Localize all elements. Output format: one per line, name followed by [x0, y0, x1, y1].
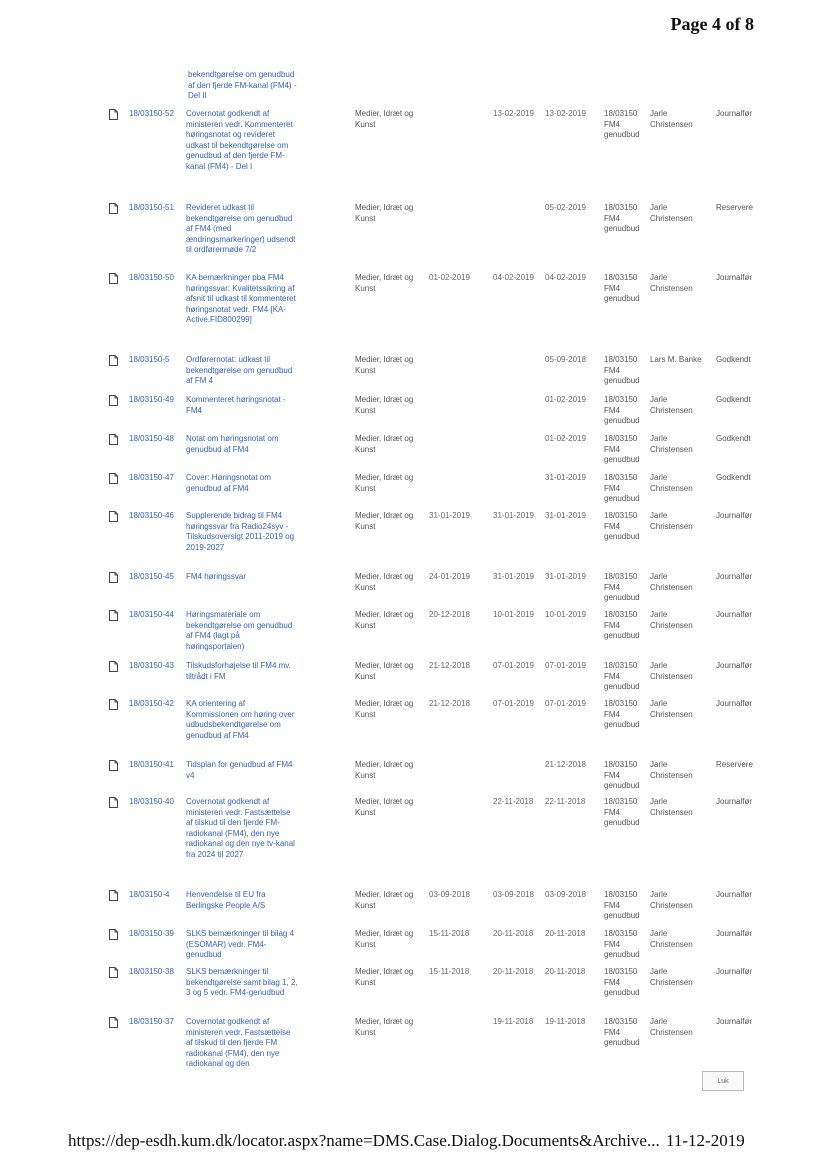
responsible-person: Jarle Christensen [650, 967, 693, 987]
document-number[interactable]: 18/03150-50 [129, 273, 174, 282]
unit-label: Medier, Idræt og Kunst [355, 434, 414, 454]
status-label: Journalfør [716, 572, 753, 581]
document-title-link[interactable]: Notat om høringsnotat om genudbud af FM4 [186, 434, 279, 454]
date-journalized: 31-01-2019 [493, 511, 534, 520]
document-title-link[interactable]: FM4 høringssvar [186, 572, 247, 581]
document-number[interactable]: 18/03150-43 [129, 661, 174, 670]
document-icon[interactable] [109, 572, 118, 583]
document-icon[interactable] [109, 760, 118, 771]
document-title-link[interactable]: Tidsplan for genudbud af FM4 v4 [186, 760, 293, 780]
document-icon[interactable] [109, 273, 118, 284]
date-journalized: 20-11-2018 [493, 967, 534, 976]
document-title-link[interactable]: SLKS bemærkninger til bilag 4 (ESOMAR) vedr. FM4-genudbud [186, 929, 295, 959]
case-reference: 18/03150 FM4 genudbud [604, 797, 640, 827]
unit-label: Medier, Idræt og Kunst [355, 760, 414, 780]
footer-url: https://dep-esdh.kum.dk/locator.aspx?name=DMS.Case.Dialog.Documents&Archive... [68, 1131, 660, 1150]
document-icon[interactable] [109, 929, 118, 940]
responsible-person: Jarle Christensen [650, 203, 693, 223]
unit-label: Medier, Idræt og Kunst [355, 699, 414, 719]
status-label: Journalfør [716, 511, 753, 520]
date-received: 15-11-2018 [429, 967, 470, 976]
date-journalized: 31-01-2019 [493, 572, 534, 581]
unit-label: Medier, Idræt og Kunst [355, 355, 414, 375]
document-icon[interactable] [109, 355, 118, 366]
unit-label: Medier, Idræt og Kunst [355, 572, 414, 592]
unit-label: Medier, Idræt og Kunst [355, 890, 414, 910]
case-reference: 18/03150 FM4 genudbud [604, 967, 640, 997]
document-number[interactable]: 18/03150-45 [129, 572, 174, 581]
document-title-link[interactable]: Covernotat godkendt af ministeren vedr. Kommenteret høringsnotat og revideret udkast til bekendtgørelse om genudbud af den fjerde FM-kanal (FM4) - Del I [186, 109, 293, 171]
date-modified: 31-01-2019 [545, 511, 586, 520]
document-number[interactable]: 18/03150-52 [129, 109, 174, 118]
status-label: Journalfør [716, 273, 753, 282]
document-number[interactable]: 18/03150-40 [129, 797, 174, 806]
status-label: Godkendt [716, 355, 751, 364]
unit-label: Medier, Idræt og Kunst [355, 109, 414, 129]
responsible-person: Lars M. Banke [650, 355, 702, 364]
status-label: Journalfør [716, 109, 753, 118]
document-title-link[interactable]: Ordførernotat: udkast til bekendtgørelse om genudbud af FM 4 [186, 355, 293, 385]
responsible-person: Jarle Christensen [650, 434, 693, 454]
document-number[interactable]: 18/03150-47 [129, 473, 174, 482]
date-modified: 20-11-2018 [545, 929, 586, 938]
date-received: 15-11-2018 [429, 929, 470, 938]
document-number[interactable]: 18/03150-46 [129, 511, 174, 520]
case-reference: 18/03150 FM4 genudbud [604, 203, 640, 233]
case-reference: 18/03150 FM4 genudbud [604, 699, 640, 729]
case-reference: 18/03150 FM4 genudbud [604, 610, 640, 640]
document-icon[interactable] [109, 434, 118, 445]
unit-label: Medier, Idræt og Kunst [355, 511, 414, 531]
document-title-link[interactable]: Covernotat godkendt af ministeren vedr. Fastsættelse af tilskud til den fjerde FM-radiokanal (FM4), den nye radiokanal og den nye tv-kanal fra 2024 til 2027 [186, 797, 295, 859]
responsible-person: Jarle Christensen [650, 273, 693, 293]
date-journalized: 22-11-2018 [493, 797, 534, 806]
case-reference: 18/03150 FM4 genudbud [604, 273, 640, 303]
date-journalized: 07-01-2019 [493, 699, 534, 708]
date-journalized: 04-02-2019 [493, 273, 534, 282]
unit-label: Medier, Idræt og Kunst [355, 395, 414, 415]
unit-label: Medier, Idræt og Kunst [355, 473, 414, 493]
case-reference: 18/03150 FM4 genudbud [604, 473, 640, 503]
date-received: 21-12-2018 [429, 661, 470, 670]
date-modified: 07-01-2019 [545, 661, 586, 670]
document-number[interactable]: 18/03150-4 [129, 890, 170, 899]
document-icon[interactable] [109, 661, 118, 672]
document-number[interactable]: 18/03150-39 [129, 929, 174, 938]
document-number[interactable]: 18/03150-42 [129, 699, 174, 708]
date-modified: 03-09-2018 [545, 890, 586, 899]
date-journalized: 07-01-2019 [493, 661, 534, 670]
date-modified: 10-01-2019 [545, 610, 586, 619]
document-icon[interactable] [109, 610, 118, 621]
date-modified: 21-12-2018 [545, 760, 586, 769]
date-modified: 07-01-2019 [545, 699, 586, 708]
document-icon[interactable] [109, 699, 118, 710]
date-modified: 04-02-2019 [545, 273, 586, 282]
document-icon[interactable] [109, 511, 118, 522]
document-title-link[interactable]: KA orientering af Kommissionen om høring over udbudsbekendtgørelse om genudbud af FM4 [186, 699, 295, 740]
document-title-link[interactable]: Supplerende bidrag til FM4 høringssvar fra Radio24syv - Tilskudsoversigt 2011-2019 og 2019-2027 [186, 511, 295, 552]
document-title-link[interactable]: Covernotat godkendt af ministeren vedr. Fastsættelse af tilskud til den fjerde FM radiokanal (FM4), den nye radiokanal og den [186, 1017, 291, 1068]
page-number: Page 4 of 8 [670, 14, 754, 34]
document-title-link[interactable]: Høringsmateriale om bekendtgørelse om genudbud af FM4 (lagt på høringsportalen) [186, 610, 293, 651]
status-label: Journalfør [716, 797, 753, 806]
case-reference: 18/03150 FM4 genudbud [604, 661, 640, 691]
date-received: 31-01-2019 [429, 511, 470, 520]
date-received: 03-09-2018 [429, 890, 470, 899]
footer-date: 11-12-2019 [666, 1131, 745, 1150]
responsible-person: Jarle Christensen [650, 699, 693, 719]
document-icon[interactable] [109, 109, 118, 120]
date-modified: 31-01-2019 [545, 473, 586, 482]
document-title-link[interactable]: Cover: Høringsnotat om genudbud af FM4 [186, 473, 271, 493]
document-title-link[interactable]: KA bemærkninger pba FM4 høringssvar: Kvalitetssikring af afsnit til udkast til kommenteret høringsnotat vedr. FM4 [KA-Active.FID800299] [186, 273, 296, 324]
date-journalized: 13-02-2019 [493, 109, 534, 118]
document-title-link[interactable]: SLKS bemærkninger til bekendtgørelse samt bilag 1, 2, 3 og 5 vedr. FM4-genudbud [186, 967, 298, 997]
responsible-person: Jarle Christensen [650, 890, 693, 910]
document-icon[interactable] [109, 890, 118, 901]
document-title-link[interactable]: Kommenteret høringsnotat - FM4 [186, 395, 286, 415]
date-journalized: 03-09-2018 [493, 890, 534, 899]
document-number[interactable]: 18/03150-44 [129, 610, 174, 619]
unit-label: Medier, Idræt og Kunst [355, 273, 414, 293]
status-label: Journalfør [716, 699, 753, 708]
document-number[interactable]: 18/03150-41 [129, 760, 174, 769]
responsible-person: Jarle Christensen [650, 661, 693, 681]
case-reference: 18/03150 FM4 genudbud [604, 1017, 640, 1047]
document-number[interactable]: 18/03150-5 [129, 355, 170, 364]
responsible-person: Jarle Christensen [650, 109, 693, 129]
status-label: Reservere [716, 203, 753, 212]
responsible-person: Jarle Christensen [650, 797, 693, 817]
document-icon[interactable] [109, 797, 118, 808]
status-label: Journalfør [716, 929, 753, 938]
status-label: Journalfør [716, 661, 753, 670]
document-icon[interactable] [109, 967, 118, 978]
case-reference: 18/03150 FM4 genudbud [604, 572, 640, 602]
status-label: Reservere [716, 760, 753, 769]
responsible-person: Jarle Christensen [650, 572, 693, 592]
document-icon[interactable] [109, 1017, 118, 1028]
date-modified: 13-02-2019 [545, 109, 586, 118]
case-reference: 18/03150 FM4 genudbud [604, 109, 640, 139]
unit-label: Medier, Idræt og Kunst [355, 661, 414, 681]
unit-label: Medier, Idræt og Kunst [355, 797, 414, 817]
date-received: 21-12-2018 [429, 699, 470, 708]
document-title-link[interactable]: Henvendelse til EU fra Berlingske People A/S [186, 890, 266, 910]
date-modified: 05-09-2018 [545, 355, 586, 364]
responsible-person: Jarle Christensen [650, 473, 693, 493]
responsible-person: Jarle Christensen [650, 1017, 693, 1037]
status-label: Journalfør [716, 1017, 753, 1026]
document-number[interactable]: 18/03150-37 [129, 1017, 174, 1026]
status-label: Godkendt [716, 434, 751, 443]
continued-document-title[interactable]: bekendtgørelse om genudbud af den fjerde FM-kanal (FM4) - Del II [188, 70, 297, 100]
date-received: 01-02-2019 [429, 273, 470, 282]
document-icon[interactable] [109, 203, 118, 214]
document-title-link[interactable]: Tilskudsforhøjelse til FM4 mv. tiltrådt i FM [186, 661, 291, 681]
date-received: 24-01-2019 [429, 572, 470, 581]
date-modified: 19-11-2018 [545, 1017, 586, 1026]
status-label: Godkendt [716, 473, 751, 482]
unit-label: Medier, Idræt og Kunst [355, 203, 414, 223]
unit-label: Medier, Idræt og Kunst [355, 1017, 414, 1037]
document-icon[interactable] [109, 473, 118, 484]
document-icon[interactable] [109, 395, 118, 406]
status-label: Journalfør [716, 890, 753, 899]
case-reference: 18/03150 FM4 genudbud [604, 929, 640, 959]
document-number[interactable]: 18/03150-51 [129, 203, 174, 212]
responsible-person: Jarle Christensen [650, 511, 693, 531]
document-title-link[interactable]: Revideret udkast til bekendtgørelse om genudbud af FM4 (med ændringsmarkeringer) udsendt til ordførermøde 7/2 [186, 203, 296, 254]
case-reference: 18/03150 FM4 genudbud [604, 355, 640, 385]
responsible-person: Jarle Christensen [650, 929, 693, 949]
unit-label: Medier, Idræt og Kunst [355, 929, 414, 949]
case-reference: 18/03150 FM4 genudbud [604, 511, 640, 541]
date-modified: 22-11-2018 [545, 797, 586, 806]
unit-label: Medier, Idræt og Kunst [355, 967, 414, 987]
close-button[interactable]: Luk [702, 1071, 744, 1091]
status-label: Journalfør [716, 610, 753, 619]
document-number[interactable]: 18/03150-38 [129, 967, 174, 976]
responsible-person: Jarle Christensen [650, 395, 693, 415]
date-journalized: 20-11-2018 [493, 929, 534, 938]
date-modified: 01-02-2019 [545, 434, 586, 443]
status-label: Journalfør [716, 967, 753, 976]
date-received: 20-12-2018 [429, 610, 470, 619]
case-reference: 18/03150 FM4 genudbud [604, 760, 640, 790]
case-reference: 18/03150 FM4 genudbud [604, 395, 640, 425]
status-label: Godkendt [716, 395, 751, 404]
date-journalized: 19-11-2018 [493, 1017, 534, 1026]
date-modified: 20-11-2018 [545, 967, 586, 976]
date-modified: 01-02-2019 [545, 395, 586, 404]
unit-label: Medier, Idræt og Kunst [355, 610, 414, 630]
case-reference: 18/03150 FM4 genudbud [604, 890, 640, 920]
document-number[interactable]: 18/03150-49 [129, 395, 174, 404]
responsible-person: Jarle Christensen [650, 760, 693, 780]
document-number[interactable]: 18/03150-48 [129, 434, 174, 443]
responsible-person: Jarle Christensen [650, 610, 693, 630]
case-reference: 18/03150 FM4 genudbud [604, 434, 640, 464]
date-modified: 31-01-2019 [545, 572, 586, 581]
date-journalized: 10-01-2019 [493, 610, 534, 619]
date-modified: 05-02-2019 [545, 203, 586, 212]
